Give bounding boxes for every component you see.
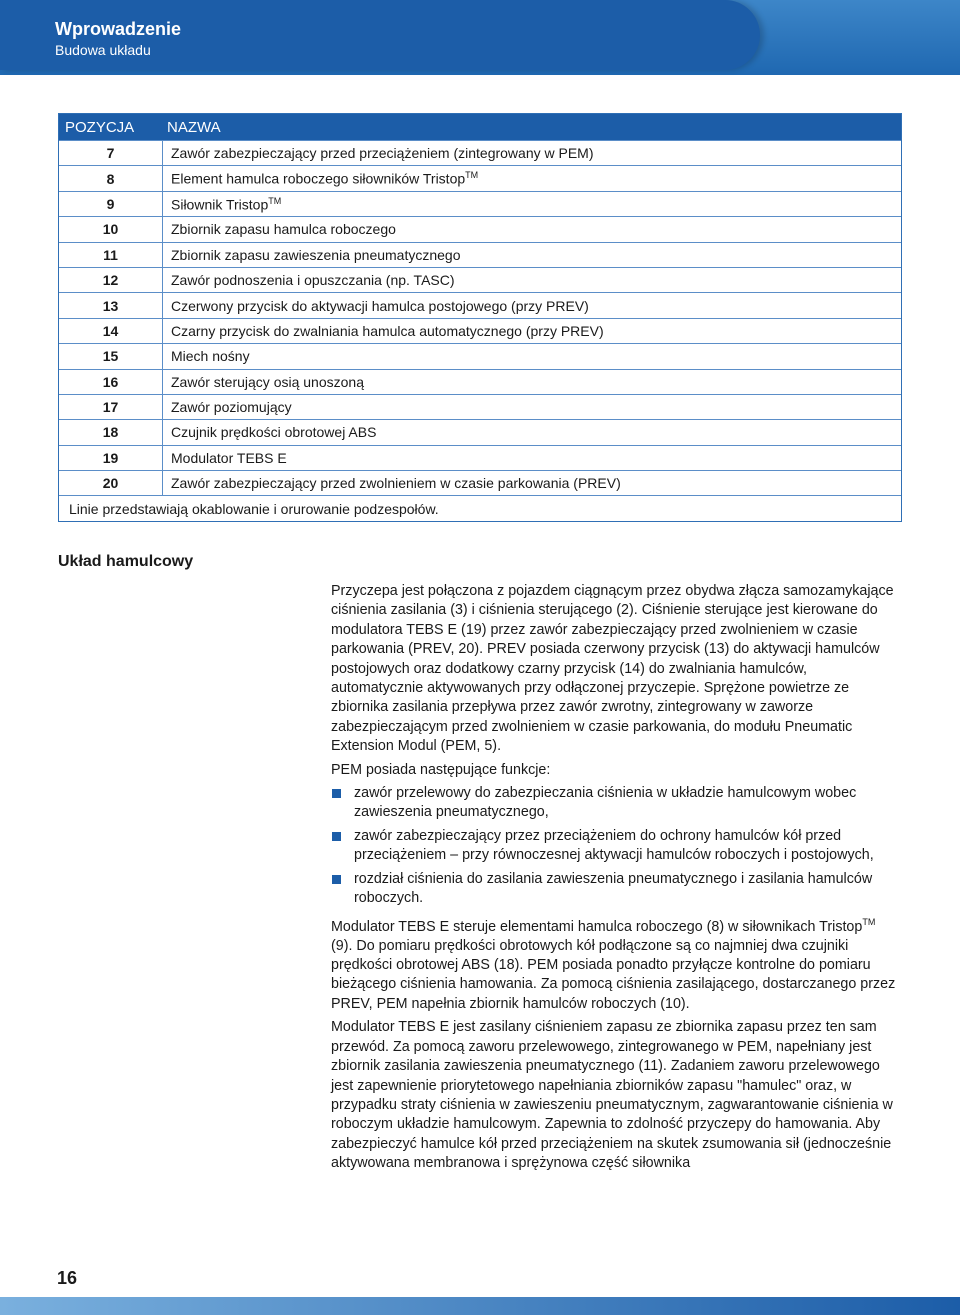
row-name-text: Czerwony przycisk do aktywacji hamulca postojowego (przy PREV): [171, 297, 589, 314]
row-position: 14: [59, 319, 163, 343]
row-name-text: Czarny przycisk do zwalniania hamulca automatycznego (przy PREV): [171, 322, 604, 339]
table-row: [59, 242, 901, 267]
row-position: 18: [59, 420, 163, 444]
row-name-text: Zawór poziomujący: [171, 399, 292, 416]
table-header: [59, 114, 901, 140]
square-bullet-icon: [332, 832, 341, 841]
row-name: [163, 374, 364, 390]
row-name: [163, 450, 287, 466]
row-position: 19: [59, 446, 163, 470]
list-item: [331, 784, 896, 823]
row-position: 17: [59, 395, 163, 419]
table-row: [59, 292, 901, 317]
row-name-text: Czujnik prędkości obrotowej ABS: [171, 424, 377, 441]
row-name-text: Zawór zabezpieczający przed zwolnieniem w czasie parkowania (PREV): [171, 475, 621, 492]
chapter-subtitle: Budowa układu: [55, 42, 151, 58]
table-row: [59, 343, 901, 368]
row-name: [163, 323, 604, 339]
row-name: [163, 221, 396, 237]
trademark-mark: TM: [268, 195, 282, 206]
row-name: [163, 348, 250, 364]
row-name: [163, 424, 376, 440]
list-item: [331, 870, 896, 909]
row-position: 16: [59, 370, 163, 394]
row-position: 11: [59, 243, 163, 267]
row-position: 8: [59, 166, 163, 190]
square-bullet-icon: [332, 875, 341, 884]
row-name-text: Siłownik Tristop: [171, 196, 269, 213]
column-header-position: POZYCJA: [65, 118, 135, 136]
table-row: [59, 445, 901, 470]
table-row: [59, 191, 901, 216]
row-name: [163, 170, 478, 187]
table-row: [59, 318, 901, 343]
row-name: [163, 399, 292, 415]
row-position: 10: [59, 217, 163, 241]
paragraph-2: PEM posiada następujące funkcje:: [331, 761, 551, 778]
row-name: [163, 272, 455, 288]
table-footnote: Linie przedstawiają okablowanie i orurowanie podzespołów.: [59, 495, 901, 521]
page-number: 16: [57, 1268, 78, 1288]
table-row: [59, 216, 901, 241]
paragraph-1: Przyczepa jest połączona z pojazdem ciągnącym przez obydwa złącza samozamykające ciśnienia zasilania (3) i ciśnienia sterującego (2). Ciśnienie sterujące jest kierowane do modulatora TEBS E (19) przez zawór zabezpieczający przed zwolnieniem w czasie parkowania (PREV, 20). PREV posiada czerwony przycisk (13) do aktywacji hamulców postojowych oraz dodatkowy czarny przycisk (14) do zwalniania hamulców, automatycznie aktywowanych przy odłączonej przyczepie. Sprężone powietrze ze zbiornika zasilania przepływa przez zawór zwrotny, zintegrowany w zaworze zabezpieczającym przed zwolnieniem w czasie parkowania, do modułu Pneumatic Extension Modul (PEM, 5).: [331, 583, 894, 755]
row-position: 7: [59, 141, 163, 165]
function-list: [331, 784, 896, 908]
table-row: [59, 470, 901, 495]
table-row: [59, 165, 901, 190]
list-item: [331, 827, 896, 866]
row-name: [163, 247, 461, 263]
table-row: [59, 140, 901, 165]
components-table: [58, 113, 902, 522]
row-name-text: Zawór podnoszenia i opuszczania (np. TASC): [171, 272, 455, 289]
row-position: 13: [59, 293, 163, 317]
row-name-text: Modulator TEBS E: [171, 449, 287, 466]
chapter-title: Wprowadzenie: [55, 19, 182, 39]
row-name-text: Element hamulca roboczego siłowników Tristop: [171, 170, 466, 187]
row-position: 12: [59, 268, 163, 292]
row-position: 15: [59, 344, 163, 368]
list-item-text: zawór przelewowy do zabezpieczania ciśnienia w układzie hamulcowym wobec zawieszenia pneumatycznego,: [354, 785, 857, 821]
list-item-text: rozdział ciśnienia do zasilania zawieszenia pneumatycznego i zasilania hamulców roboczych.: [354, 870, 873, 907]
table-row: [59, 369, 901, 394]
row-name: [163, 196, 281, 213]
row-name-text: Miech nośny: [171, 348, 250, 365]
paragraph-4: Modulator TEBS E jest zasilany ciśnieniem zapasu ze zbiornika zapasu przez ten sam przewód. Za pomocą zaworu przelewowego, zintegrowanego w PEM, napełniany jest zbiornik zasilania zawieszenia pneumatycznego (11). Zadaniem zaworu przelewowego jest zapewnienie priorytetowego napełniania zbiorników zapasu "hamulec" oraz, w przypadku straty ciśnienia w zawieszeniu pneumatycznym, zagwarantowanie ciśnienia w roboczym układzie hamulcowym. Zapewnia to zdolność przyczepy do hamowania. Aby zabezpieczyć hamulce kół przed przeciążeniem na skutek zsumowania sił (jednocześnie aktywowana membranowa i sprężynowa część siłownika: [331, 1019, 893, 1172]
table-row: [59, 419, 901, 444]
row-name-text: Zawór zabezpieczający przed przeciążeniem (zintegrowany w PEM): [171, 145, 594, 162]
paragraph-3-text-b: (9). Do pomiaru prędkości obrotowych kół podłączone są co najmniej dwa czujniki prędkości obrotowej ABS (18). PEM posiada ponadto przyłącze kontrolne do pomiaru bieżącego ciśnienia hamowania. Za pomocą ciśnienia zasilającego, dostarczanego przez PREV, PEM napełnia zbiornik hamulców roboczych (10).: [331, 937, 896, 1012]
row-name-text: Zbiornik zapasu hamulca roboczego: [171, 221, 396, 238]
row-name-text: Zbiornik zapasu zawieszenia pneumatycznego: [171, 246, 461, 263]
row-position: 9: [59, 192, 163, 216]
table-row: [59, 394, 901, 419]
trademark-mark: TM: [465, 170, 479, 181]
row-position: 20: [59, 471, 163, 495]
list-item-text: zawór zabezpieczający przez przeciążeniem do ochrony hamulców kół przed przeciążeniem – przy równoczesnej aktywacji hamulców roboczych i postojowych,: [354, 827, 874, 864]
paragraph-3: [331, 913, 896, 1015]
footer-bar: [0, 1297, 960, 1315]
row-name: [163, 145, 594, 161]
section-title: Układ hamulcowy: [58, 553, 194, 570]
section-body: [331, 582, 896, 1178]
paragraph-3-text-a: Modulator TEBS E steruje elementami hamulca roboczego (8) w siłownikach Tristop: [331, 918, 863, 935]
trademark-mark: TM: [862, 916, 876, 927]
square-bullet-icon: [332, 789, 341, 798]
row-name-text: Zawór sterujący osią unoszoną: [171, 373, 364, 390]
header-tab: [0, 0, 760, 70]
row-name: [163, 298, 589, 314]
row-name: [163, 475, 621, 491]
table-row: [59, 267, 901, 292]
column-header-name: NAZWA: [167, 118, 221, 136]
table-body: [59, 140, 901, 495]
